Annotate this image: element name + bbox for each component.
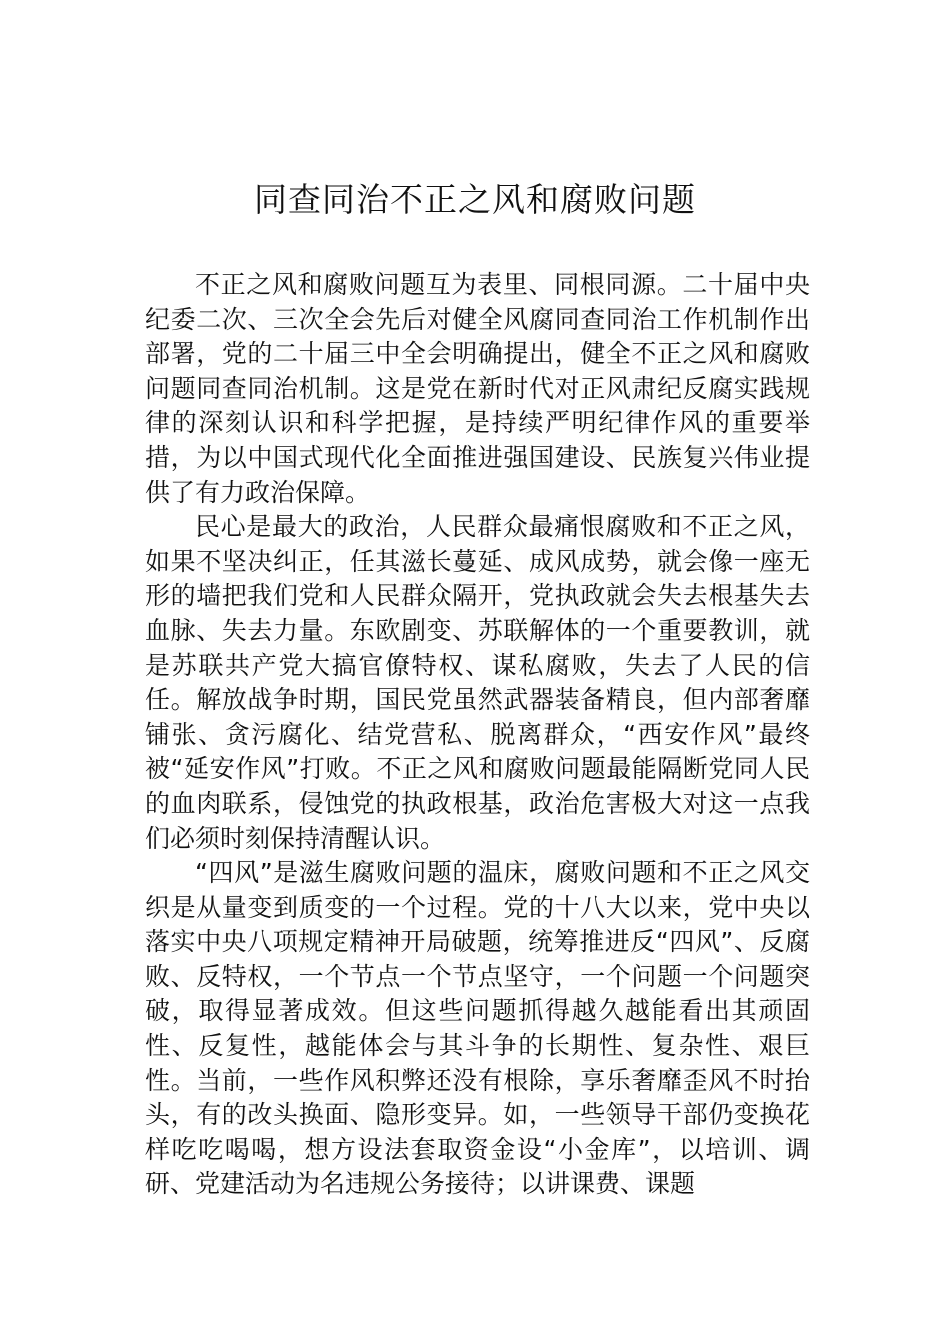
paragraph-1: 不正之风和腐败问题互为表里、同根同源。二十届中央纪委二次、三次全会先后对健全风腐同查同治工作机制作出部署，党的二十届三中全会明确提出，健全不正之风和腐败问题同查同治机制。这是党在新时代对正风肃纪反腐实践规律的深刻认识和科学把握，是持续严明纪律作风的重要举措，为以中国式现代化全面推进强国建设、民族复兴伟业提供了有力政治保障。: [145, 270, 810, 507]
paragraph-3: “四风”是滋生腐败问题的温床，腐败问题和不正之风交织是从量变到质变的一个过程。党的十八大以来，党中央以落实中央八项规定精神开局破题，统筹推进反“四风”、反腐败、反特权，一个节点一个节点坚守，一个问题一个问题突破，取得显著成效。但这些问题抓得越久越能看出其顽固性、反复性，越能体会与其斗争的长期性、复杂性、艰巨性。当前，一些作风积弊还没有根除，享乐奢靡歪风不时抬头，有的改头换面、隐形变异。如，一些领导干部仍变换花样吃吃喝喝，想方设法套取资金设“小金库”，以培训、调研、党建活动为名违规公务接待；以讲课费、课题: [145, 858, 810, 1199]
paragraph-2: 民心是最大的政治，人民群众最痛恨腐败和不正之风，如果不坚决纠正，任其滋长蔓延、成风成势，就会像一座无形的墙把我们党和人民群众隔开，党执政就会失去根基失去血脉、失去力量。东欧剧变、苏联解体的一个重要教训，就是苏联共产党大搞官僚特权、谋私腐败，失去了人民的信任。解放战争时期，国民党虽然武器装备精良，但内部奢靡铺张、贪污腐化、结党营私、脱离群众，“西安作风”最终被“延安作风”打败。不正之风和腐败问题最能隔断党同人民的血肉联系，侵蚀党的执政根基，政治危害极大对这一点我们必须时刻保持清醒认识。: [145, 512, 810, 853]
document-body: [145, 268, 810, 1202]
document-title: 同查同治不正之风和腐败问题: [254, 180, 696, 219]
